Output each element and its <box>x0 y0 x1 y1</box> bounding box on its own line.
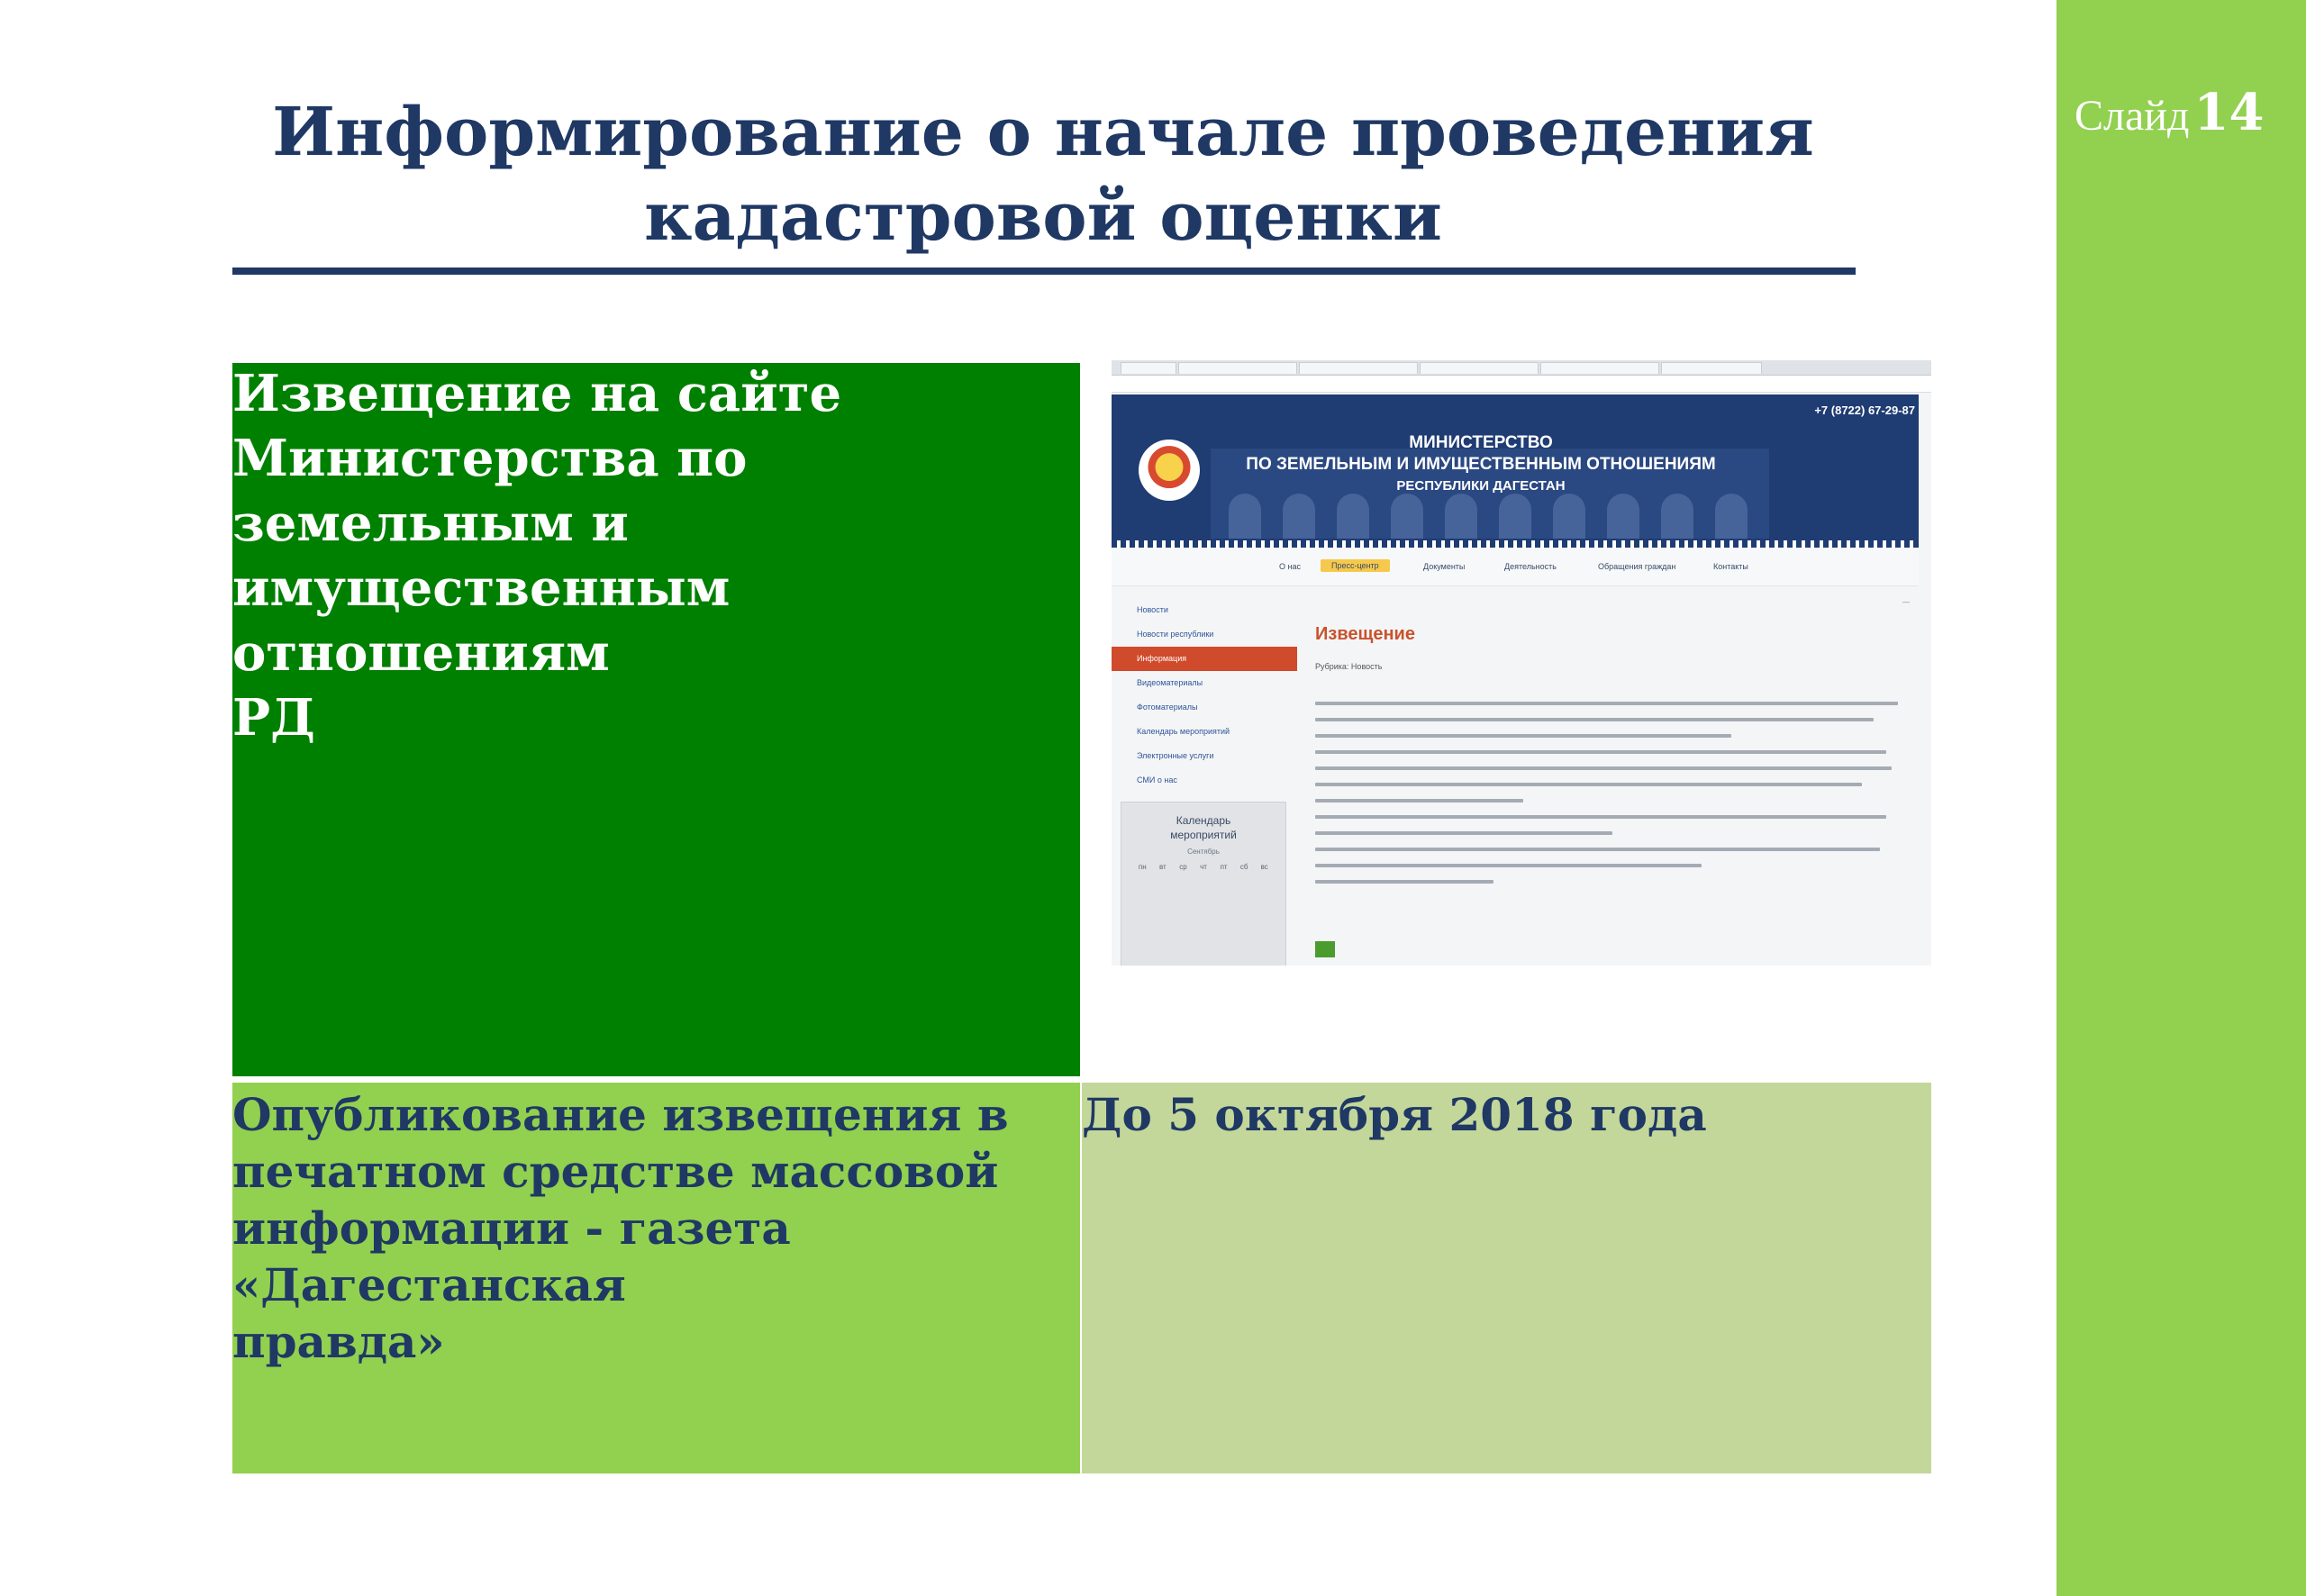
title-line-2: кадастровой оценки <box>644 178 1442 256</box>
arch <box>1499 494 1531 539</box>
slide-sidebar <box>2056 0 2306 1596</box>
arch <box>1445 494 1477 539</box>
header-contacts <box>1780 404 1915 417</box>
browser-tab-bar <box>1112 360 1931 376</box>
browser-tab <box>1540 362 1659 374</box>
cell-a-line: РД <box>232 688 315 748</box>
arch <box>1661 494 1693 539</box>
text-line <box>1315 815 1886 819</box>
cell-a-line: Министерства по земельным и <box>232 429 748 553</box>
header-ornament <box>1112 540 1919 548</box>
events-calendar <box>1121 802 1286 966</box>
left-menu-item[interactable]: СМИ о нас <box>1137 775 1177 784</box>
text-line <box>1315 783 1862 786</box>
nav-item[interactable]: Документы <box>1423 562 1466 571</box>
text-line <box>1315 750 1886 754</box>
cell-deadline <box>1082 1083 1931 1474</box>
article <box>1315 598 1910 884</box>
cell-website-notice <box>232 363 1080 1076</box>
cell-deadline-text: До 5 октября 2018 года <box>1082 1088 1707 1141</box>
browser-tab <box>1420 362 1539 374</box>
cell-a-line: Извещение на сайте <box>232 364 842 423</box>
left-menu-item[interactable]: Фотоматериалы <box>1137 703 1198 712</box>
left-menu-item[interactable]: Новости республики <box>1137 630 1214 639</box>
calendar-title-line: Календарь <box>1176 814 1231 827</box>
dagestan-emblem-icon <box>1139 440 1200 501</box>
ministry-title-line: ПО ЗЕМЕЛЬНЫМ И ИМУЩЕСТВЕННЫМ ОТНОШЕНИЯМ <box>1246 455 1716 474</box>
arch <box>1715 494 1748 539</box>
calendar-title <box>1121 803 1285 842</box>
cell-c-line: правда» <box>232 1315 445 1368</box>
calendar-weekday: чт <box>1200 863 1207 871</box>
text-line <box>1315 766 1892 770</box>
cell-c-line: Опубликование извещения в <box>232 1088 1009 1141</box>
slide-number: 14 <box>2193 83 2265 142</box>
cell-a-line: имущественным отношениям <box>232 558 731 683</box>
calendar-grid <box>1121 856 1285 878</box>
nav-item[interactable]: Деятельность <box>1504 562 1557 571</box>
left-menu-item[interactable]: Электронные услуги <box>1137 751 1214 760</box>
arch <box>1553 494 1585 539</box>
text-line <box>1315 734 1731 738</box>
article-body <box>1315 702 1910 884</box>
browser-tab <box>1661 362 1762 374</box>
text-line <box>1315 799 1523 803</box>
left-menu-item[interactable]: Новости <box>1137 605 1168 614</box>
nav-item[interactable]: О нас <box>1279 562 1301 571</box>
address-bar <box>1112 376 1931 393</box>
breadcrumb: — <box>1902 598 1910 606</box>
arch <box>1283 494 1315 539</box>
website-screenshot <box>1112 360 1931 966</box>
text-line <box>1315 848 1880 851</box>
cell-newspaper-publication <box>232 1083 1080 1474</box>
site-header <box>1112 394 1919 540</box>
arch <box>1391 494 1423 539</box>
slide-label-word: Слайд <box>2074 92 2190 140</box>
calendar-title-line: мероприятий <box>1170 829 1237 841</box>
site-nav <box>1112 548 1919 586</box>
text-line <box>1315 880 1493 884</box>
slide-title <box>232 90 1854 259</box>
site-left-menu <box>1112 598 1288 793</box>
article-meta: Рубрика: Новость <box>1315 662 1383 671</box>
ministry-title-line: РЕСПУБЛИКИ ДАГЕСТАН <box>1396 478 1566 494</box>
calendar-weekday: пт <box>1220 863 1228 871</box>
cell-c-line: информации - газета «Дагестанская <box>232 1202 791 1311</box>
browser-tab <box>1299 362 1418 374</box>
arch <box>1337 494 1369 539</box>
text-line <box>1315 831 1612 835</box>
calendar-weekday: пн <box>1138 863 1147 871</box>
text-line <box>1315 702 1898 705</box>
browser-tab <box>1121 362 1176 374</box>
cell-c-line: печатном средстве массовой <box>232 1145 999 1198</box>
title-underline <box>232 268 1856 275</box>
nav-item[interactable]: Обращения граждан <box>1598 562 1676 571</box>
cell-website-notice-text <box>232 361 1080 750</box>
cell-newspaper-publication-text <box>232 1086 1080 1370</box>
left-menu-item-active[interactable]: Информация <box>1112 647 1297 671</box>
left-menu-item[interactable]: Календарь мероприятий <box>1137 727 1230 736</box>
slide-number-label <box>2074 83 2264 142</box>
ministry-title-line: МИНИСТЕРСТВО <box>1409 433 1553 452</box>
calendar-weekday: сб <box>1239 863 1248 871</box>
document-icon <box>1315 941 1335 957</box>
calendar-weekday: вс <box>1260 863 1268 871</box>
left-menu-item[interactable]: Видеоматериалы <box>1137 678 1203 687</box>
calendar-month: Сентябрь <box>1187 848 1220 856</box>
browser-tab <box>1178 362 1297 374</box>
calendar-weekday: ср <box>1179 863 1187 871</box>
text-line <box>1315 718 1874 721</box>
nav-item-active[interactable]: Пресс-центр <box>1321 559 1390 572</box>
arch <box>1607 494 1639 539</box>
header-phone: +7 (8722) 67-29-87 <box>1814 404 1915 417</box>
calendar-weekday: вт <box>1158 863 1167 871</box>
text-line <box>1315 864 1702 867</box>
arch <box>1229 494 1261 539</box>
ministry-title <box>1211 432 1751 497</box>
nav-item[interactable]: Контакты <box>1713 562 1748 571</box>
article-title: Извещение <box>1315 624 1415 644</box>
title-line-1: Информирование о начале проведения <box>272 94 1814 171</box>
